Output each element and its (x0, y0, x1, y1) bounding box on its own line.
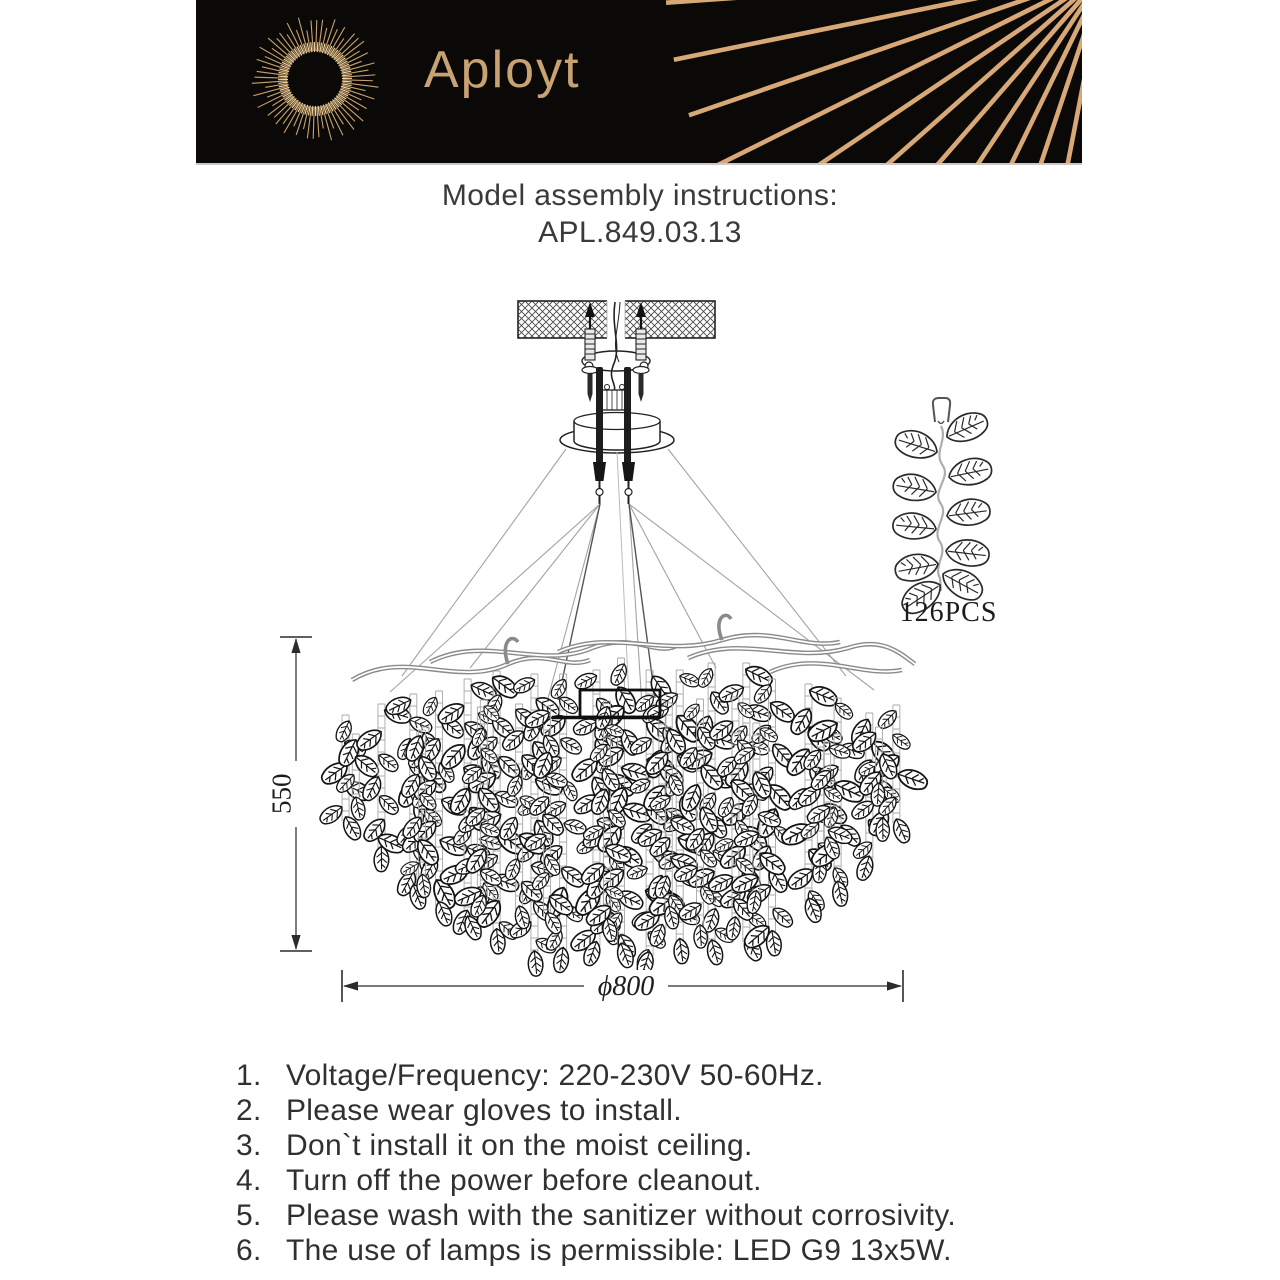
instruction-item (218, 1093, 956, 1128)
cable-grippers (593, 462, 635, 504)
item-number: 6. (236, 1233, 262, 1267)
item-number: 3. (236, 1128, 262, 1162)
model-number: APL.849.03.13 (538, 216, 742, 249)
instruction-item (218, 1163, 956, 1198)
suspension-wires (390, 449, 874, 706)
page-title: Model assembly instructions: (441, 179, 839, 212)
item-number: 5. (236, 1198, 262, 1232)
ceiling-mount-drawing (518, 299, 715, 504)
item-number: 1. (236, 1058, 262, 1092)
item-text: The use of lamps is permissible: LED G9 13x5W. (286, 1233, 952, 1267)
item-text: Please wear gloves to install. (286, 1093, 682, 1127)
item-text: Please wash with the sanitizer without corrosivity. (286, 1198, 957, 1232)
item-number: 2. (236, 1093, 262, 1127)
height-dimension-label: 550 (264, 761, 300, 827)
leaf-strands (317, 658, 930, 978)
instructions-list (218, 1058, 956, 1268)
instruction-item (218, 1198, 956, 1233)
chandelier-drawing (317, 615, 930, 978)
item-number: 4. (236, 1163, 262, 1197)
item-text: Turn off the power before cleanout. (286, 1163, 762, 1197)
instruction-item (218, 1128, 956, 1163)
instruction-item (218, 1058, 956, 1093)
diameter-dimension-label: ϕ800 (584, 970, 668, 1003)
top-branches (352, 615, 915, 680)
item-text: Voltage/Frequency: 220-230V 50-60Hz. (286, 1058, 824, 1092)
canopy (560, 413, 674, 454)
parts-count-label: 126PCS (899, 597, 998, 628)
item-text: Don`t install it on the moist ceiling. (286, 1128, 753, 1162)
leaf-strand-detail (892, 398, 994, 619)
instruction-item (218, 1233, 956, 1268)
brand-name: Aployt (424, 41, 581, 99)
